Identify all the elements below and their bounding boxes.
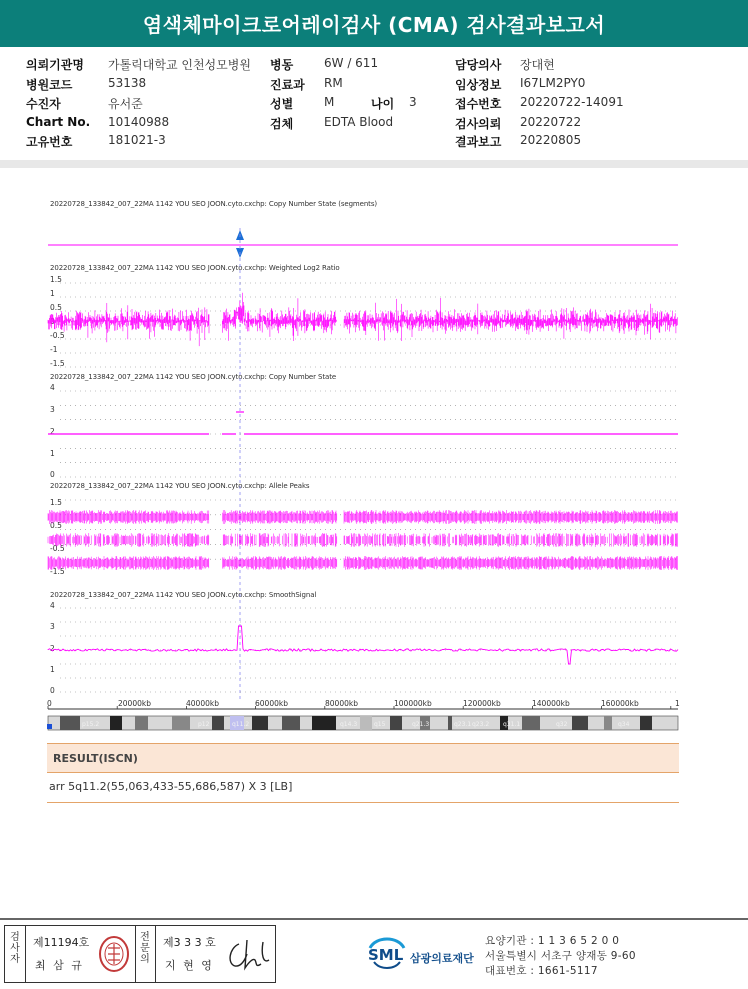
ideogram-band-label: p15.2 bbox=[82, 721, 100, 728]
allele-tick-label: 1.5 bbox=[50, 498, 62, 507]
ideogram-band bbox=[640, 716, 652, 730]
cma-plot-panel bbox=[0, 178, 748, 738]
label-specimen: 검체 bbox=[270, 117, 294, 131]
ideogram-band bbox=[312, 716, 336, 730]
footer-rule bbox=[0, 918, 748, 920]
value-report-date: 20220805 bbox=[520, 133, 582, 147]
value-department: RM bbox=[324, 76, 343, 90]
section-divider bbox=[0, 160, 748, 168]
value-hospital-code: 53138 bbox=[108, 76, 147, 90]
log2-tick-label: 1 bbox=[50, 289, 55, 298]
value-clinical-info: I67LM2PY0 bbox=[520, 76, 586, 90]
value-age: 3 bbox=[409, 95, 417, 109]
org-code: 요양기관 : 1 1 3 6 5 2 0 0 bbox=[485, 935, 620, 947]
ideogram-band bbox=[282, 716, 300, 730]
label-clinical-info: 임상정보 bbox=[455, 78, 502, 92]
value-unique-no: 181021-3 bbox=[108, 133, 166, 147]
ideogram-band-label: q11.2 bbox=[232, 721, 250, 728]
log2-tick-label: 0 bbox=[50, 317, 55, 326]
smooth-tick-label: 0 bbox=[50, 686, 55, 695]
value-ward: 6W / 611 bbox=[324, 56, 379, 70]
ideogram-band-label: q32 bbox=[556, 721, 568, 728]
label-institution: 의뢰기관명 bbox=[26, 58, 84, 72]
x-tick-label: 20000kb bbox=[118, 699, 151, 708]
smooth-tick-label: 1 bbox=[50, 665, 55, 674]
ideogram-band-label: q23.1 bbox=[454, 721, 472, 728]
allele-tick-label: 0.5 bbox=[50, 521, 62, 530]
cn-tick-label: 3 bbox=[50, 405, 55, 414]
ideogram-band-label: q34 bbox=[618, 721, 630, 728]
allele-peak-band bbox=[48, 510, 678, 524]
x-tick-label: 0 bbox=[47, 699, 52, 708]
ideogram-band bbox=[60, 716, 80, 730]
logo-brand: SML bbox=[368, 946, 404, 964]
logo-name: 삼광의료재단 bbox=[410, 952, 474, 965]
track-title-log2: 20220728_133842_007_22MA 1142 YOU SEO JOON.cyto.cxchp: Weighted Log2 Ratio bbox=[50, 264, 340, 272]
allele-peak-band bbox=[48, 556, 678, 570]
sign1-name: 최 삼 규 bbox=[35, 959, 84, 972]
value-specimen: EDTA Blood bbox=[324, 115, 394, 129]
result-header: RESULT(ISCN) bbox=[47, 743, 679, 773]
label-unique-no: 고유번호 bbox=[26, 135, 73, 149]
label-report-date: 결과보고 bbox=[455, 135, 502, 149]
address: 서울특별시 서초구 양재동 9-60 bbox=[485, 950, 636, 962]
x-tick-label: 160000kb bbox=[601, 699, 639, 708]
log2-tick-label: 0.5 bbox=[50, 303, 62, 312]
label-hospital-code: 병원코드 bbox=[26, 78, 73, 92]
value-institution: 가톨릭대학교 인천성모병원 bbox=[108, 58, 251, 72]
result-underline bbox=[47, 802, 679, 803]
sign2-license-no: 제3 3 3 호 bbox=[163, 936, 216, 949]
ideogram-band-label: q21.3 bbox=[412, 721, 430, 728]
label-age: 나이 bbox=[371, 97, 395, 111]
ideogram-marker-icon bbox=[47, 724, 52, 729]
phone: 대표번호 : 1661-5117 bbox=[485, 965, 598, 977]
track-title-cn-segments: 20220728_133842_007_22MA 1142 YOU SEO JOON.cyto.cxchp: Copy Number State (segments) bbox=[50, 200, 378, 208]
sign2-name: 지 현 영 bbox=[165, 959, 214, 972]
log2-ratio-trace bbox=[48, 293, 677, 346]
value-request-date: 20220722 bbox=[520, 115, 582, 129]
label-sex: 성별 bbox=[270, 97, 294, 111]
result-iscn: arr 5q11.2(55,063,433-55,686,587) X 3 [LB] bbox=[49, 780, 293, 793]
ideogram-band bbox=[135, 716, 148, 730]
log2-tick-label: -0.5 bbox=[50, 331, 65, 340]
ideogram-band bbox=[572, 716, 588, 730]
ideogram-band-label: q23.2 bbox=[472, 721, 490, 728]
ideogram-band-label: q14.3 bbox=[340, 721, 358, 728]
ideogram-band bbox=[390, 716, 402, 730]
label-doctor: 담당의사 bbox=[455, 58, 502, 72]
allele-tick-label: -1.5 bbox=[50, 567, 65, 576]
x-tick-label: 140000kb bbox=[532, 699, 570, 708]
cma-plot-graphics bbox=[0, 178, 748, 738]
log2-tick-label: -1.5 bbox=[50, 359, 65, 368]
track-title-smooth: 20220728_133842_007_22MA 1142 YOU SEO JOON.cyto.cxchp: SmoothSignal bbox=[50, 591, 317, 599]
track-title-allele: 20220728_133842_007_22MA 1142 YOU SEO JOON.cyto.cxchp: Allele Peaks bbox=[50, 482, 310, 490]
smooth-tick-label: 2 bbox=[50, 644, 55, 653]
allele-tick-label: -0.5 bbox=[50, 544, 65, 553]
value-accession: 20220722-14091 bbox=[520, 95, 624, 109]
report-title: 염색체마이크로어레이검사 (CMA) 검사결과보고서 bbox=[0, 0, 748, 47]
track-title-cn-state: 20220728_133842_007_22MA 1142 YOU SEO JOON.cyto.cxchp: Copy Number State bbox=[50, 373, 337, 381]
ideogram-band-label: p12 bbox=[198, 721, 210, 728]
x-tick-label: 120000kb bbox=[463, 699, 501, 708]
seal-stamp-icon bbox=[97, 932, 131, 976]
label-ward: 병동 bbox=[270, 58, 294, 72]
sign1-label: 검사자 bbox=[10, 932, 20, 965]
cn-tick-label: 2 bbox=[50, 427, 55, 436]
label-accession: 접수번호 bbox=[455, 97, 502, 111]
smooth-signal-trace bbox=[48, 626, 678, 664]
label-patient: 수진자 bbox=[26, 97, 61, 111]
signature-box bbox=[4, 925, 276, 983]
x-tick-label: 1 bbox=[675, 699, 680, 708]
cn-tick-label: 4 bbox=[50, 383, 55, 392]
x-tick-label: 60000kb bbox=[255, 699, 288, 708]
sign1-license-no: 제11194호 bbox=[33, 936, 90, 949]
value-sex: M bbox=[324, 95, 335, 109]
cn-tick-label: 1 bbox=[50, 449, 55, 458]
log2-tick-label: -1 bbox=[50, 345, 58, 354]
ideogram-band bbox=[172, 716, 190, 730]
smooth-tick-label: 4 bbox=[50, 601, 55, 610]
value-patient: 유서준 bbox=[108, 97, 143, 111]
handwritten-signature-icon bbox=[225, 934, 271, 976]
ideogram-band bbox=[212, 716, 224, 730]
smooth-tick-label: 3 bbox=[50, 622, 55, 631]
value-chart-no: 10140988 bbox=[108, 115, 170, 129]
log2-tick-label: 1.5 bbox=[50, 275, 62, 284]
ideogram-band bbox=[604, 716, 612, 730]
ideogram-band bbox=[448, 716, 452, 730]
ideogram-band bbox=[360, 716, 372, 730]
ideogram-band bbox=[252, 716, 268, 730]
x-tick-label: 40000kb bbox=[186, 699, 219, 708]
ideogram-band bbox=[110, 716, 122, 730]
cn-tick-label: 0 bbox=[50, 470, 55, 479]
x-tick-label: 80000kb bbox=[325, 699, 358, 708]
value-doctor: 장대현 bbox=[520, 58, 555, 72]
label-department: 진료과 bbox=[270, 78, 305, 92]
label-request-date: 검사의뢰 bbox=[455, 117, 502, 131]
x-tick-label: 100000kb bbox=[394, 699, 432, 708]
ideogram-band-label: q31.1 bbox=[503, 721, 521, 728]
sign2-label: 전문의 bbox=[140, 932, 150, 965]
allele-peak-band bbox=[48, 533, 678, 547]
label-chart-no: Chart No. bbox=[26, 115, 91, 129]
ideogram-band-label: q15 bbox=[374, 721, 386, 728]
ideogram-band bbox=[522, 716, 540, 730]
